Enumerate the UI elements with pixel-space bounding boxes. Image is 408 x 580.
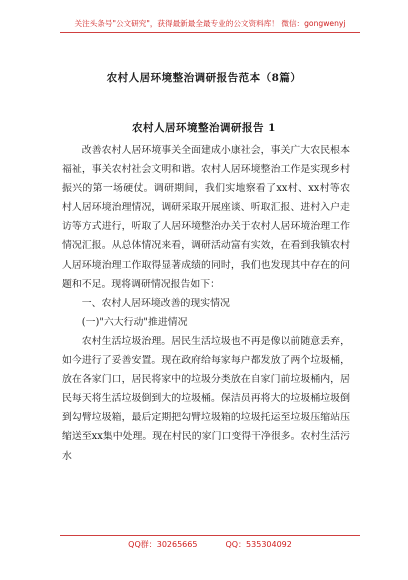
footer-qq: QQ：535304092 <box>225 540 292 549</box>
footer-qq-group: QQ群：30265665 <box>128 540 198 549</box>
paragraph-garbage: 农村生活垃圾治理。居民生活垃圾也不再是像以前随意丢弃，如今进行了妥善安置。现在政府给每家每户都发放了两个垃圾桶，放在各家门口，居民将家中的垃圾分类放在自家门前垃圾桶内，居民每天将生活垃圾倒到大的垃圾桶。保洁员再将大的垃圾桶垃圾倒到勾臂垃圾箱，最后定期把勾臂垃圾箱的垃圾托运至垃圾压缩站压缩送至xx集中处理。现在村民的家门口变得干净很多。农村生活污水 <box>62 335 350 462</box>
document-title: 农村人居环境整治调研报告范本（8篇） <box>106 72 302 84</box>
paragraph-heading-1: 一、农村人居环境改善的现实情况 <box>81 297 230 309</box>
paragraph-intro: 改善农村人居环境事关全面建成小康社会，事关广大农民根本福祉，事关农村社会文明和谐。农村人居环境整治工作是实现乡村振兴的第一场硬仗。调研期间，我们实地察看了xx村、xx村等农村人居环境治理情况，调研采取开展座谈、听取汇报、进村入户走访等方式进行，听取了人居环境整治办关于农村人居环境治理工作情况汇报。从总体情况来看，调研活动富有实效，在看到我镇农村人居环境治理工作取得显著成绩的同时，我们也发现其中存在的问题和不足。现将调研情况报告如下： <box>62 145 350 290</box>
header-banner: 关注头条号"公文研究"，获得最新最全最专业的公文资料库！ 微信：gongwenyj <box>60 18 360 33</box>
section-title: 农村人居环境整治调研报告 1 <box>132 122 276 134</box>
document-body <box>62 141 350 466</box>
paragraph-heading-2: (一)"六大行动"推进情况 <box>81 316 188 328</box>
footer-bar <box>60 535 360 550</box>
